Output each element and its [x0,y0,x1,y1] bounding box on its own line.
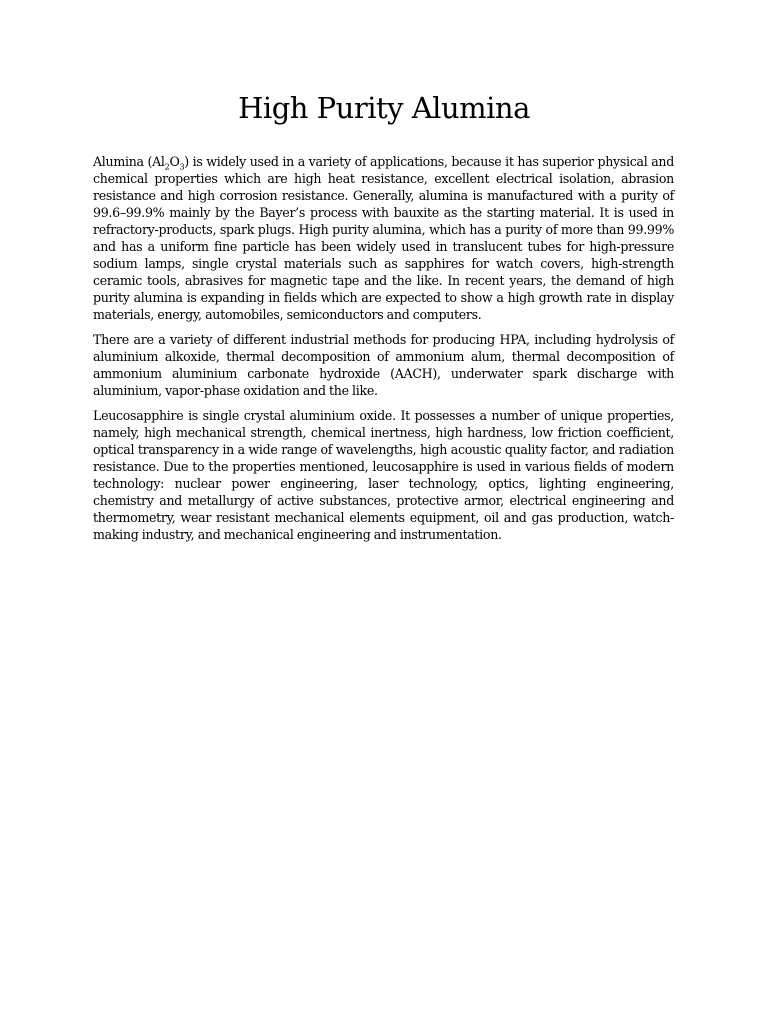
paragraph-1-rest: ) is widely used in a variety of applications, because it has superior physical and chemical properties which are high heat resistance, excellent electrical isolation, abrasion resistance and high corrosion resistance. Generally, alumina is manufactured with a purity of 99.6–99.9% mainly by the Bayer’s process with bauxite as the starting material. It is used in refractory-products, spark plugs. High purity alumina, which has a purity of more than 99.99% and has a uniform fine particle has been widely used in translucent tubes for high-pressure sodium lamps, single crystal materials such as sapphires for watch covers, high-strength ceramic tools, abrasives for magnetic tape and the like. In recent years, the demand of high purity alumina is expanding in fields which are expected to show a high growth rate in display materials, energy, automobiles, semiconductors and computers. [93,154,675,322]
paragraph-leucosapphire: Leucosapphire is single crystal aluminium oxide. It possesses a number of unique properties, namely, high mechanical strength, chemical inertness, high hardness, low friction coefficient, optical transparency in a wide range of wavelengths, high acoustic quality factor, and radiation resistance. Due to the properties mentioned, leucosapphire is used in various fields of modern technology: nuclear power engineering, laser technology, optics, lighting engineering, chemistry and metallurgy of active substances, protective armor, electrical engineering and thermometry, wear resistant mechanical elements equipment, oil and gas production, watch-making industry, and mechanical engineering and instrumentation. [93,408,674,542]
subscript-3: 3 [179,162,185,172]
paragraph-1-lead: Alumina (Al [93,154,165,169]
paragraph-alumina-overview [93,153,674,323]
document-title: High Purity Alumina [238,91,530,125]
document-body [93,153,674,551]
paragraph-1-mid: O [169,154,180,169]
paragraph-hpa-methods: There are a variety of different industrial methods for producing HPA, including hydrolysis of aluminium alkoxide, thermal decomposition of ammonium alum, thermal decomposition of ammonium aluminium carbonate hydroxide (AACH), underwater spark discharge with aluminium, vapor-phase oxidation and the like. [93,332,674,398]
subscript-2: 2 [164,162,170,172]
